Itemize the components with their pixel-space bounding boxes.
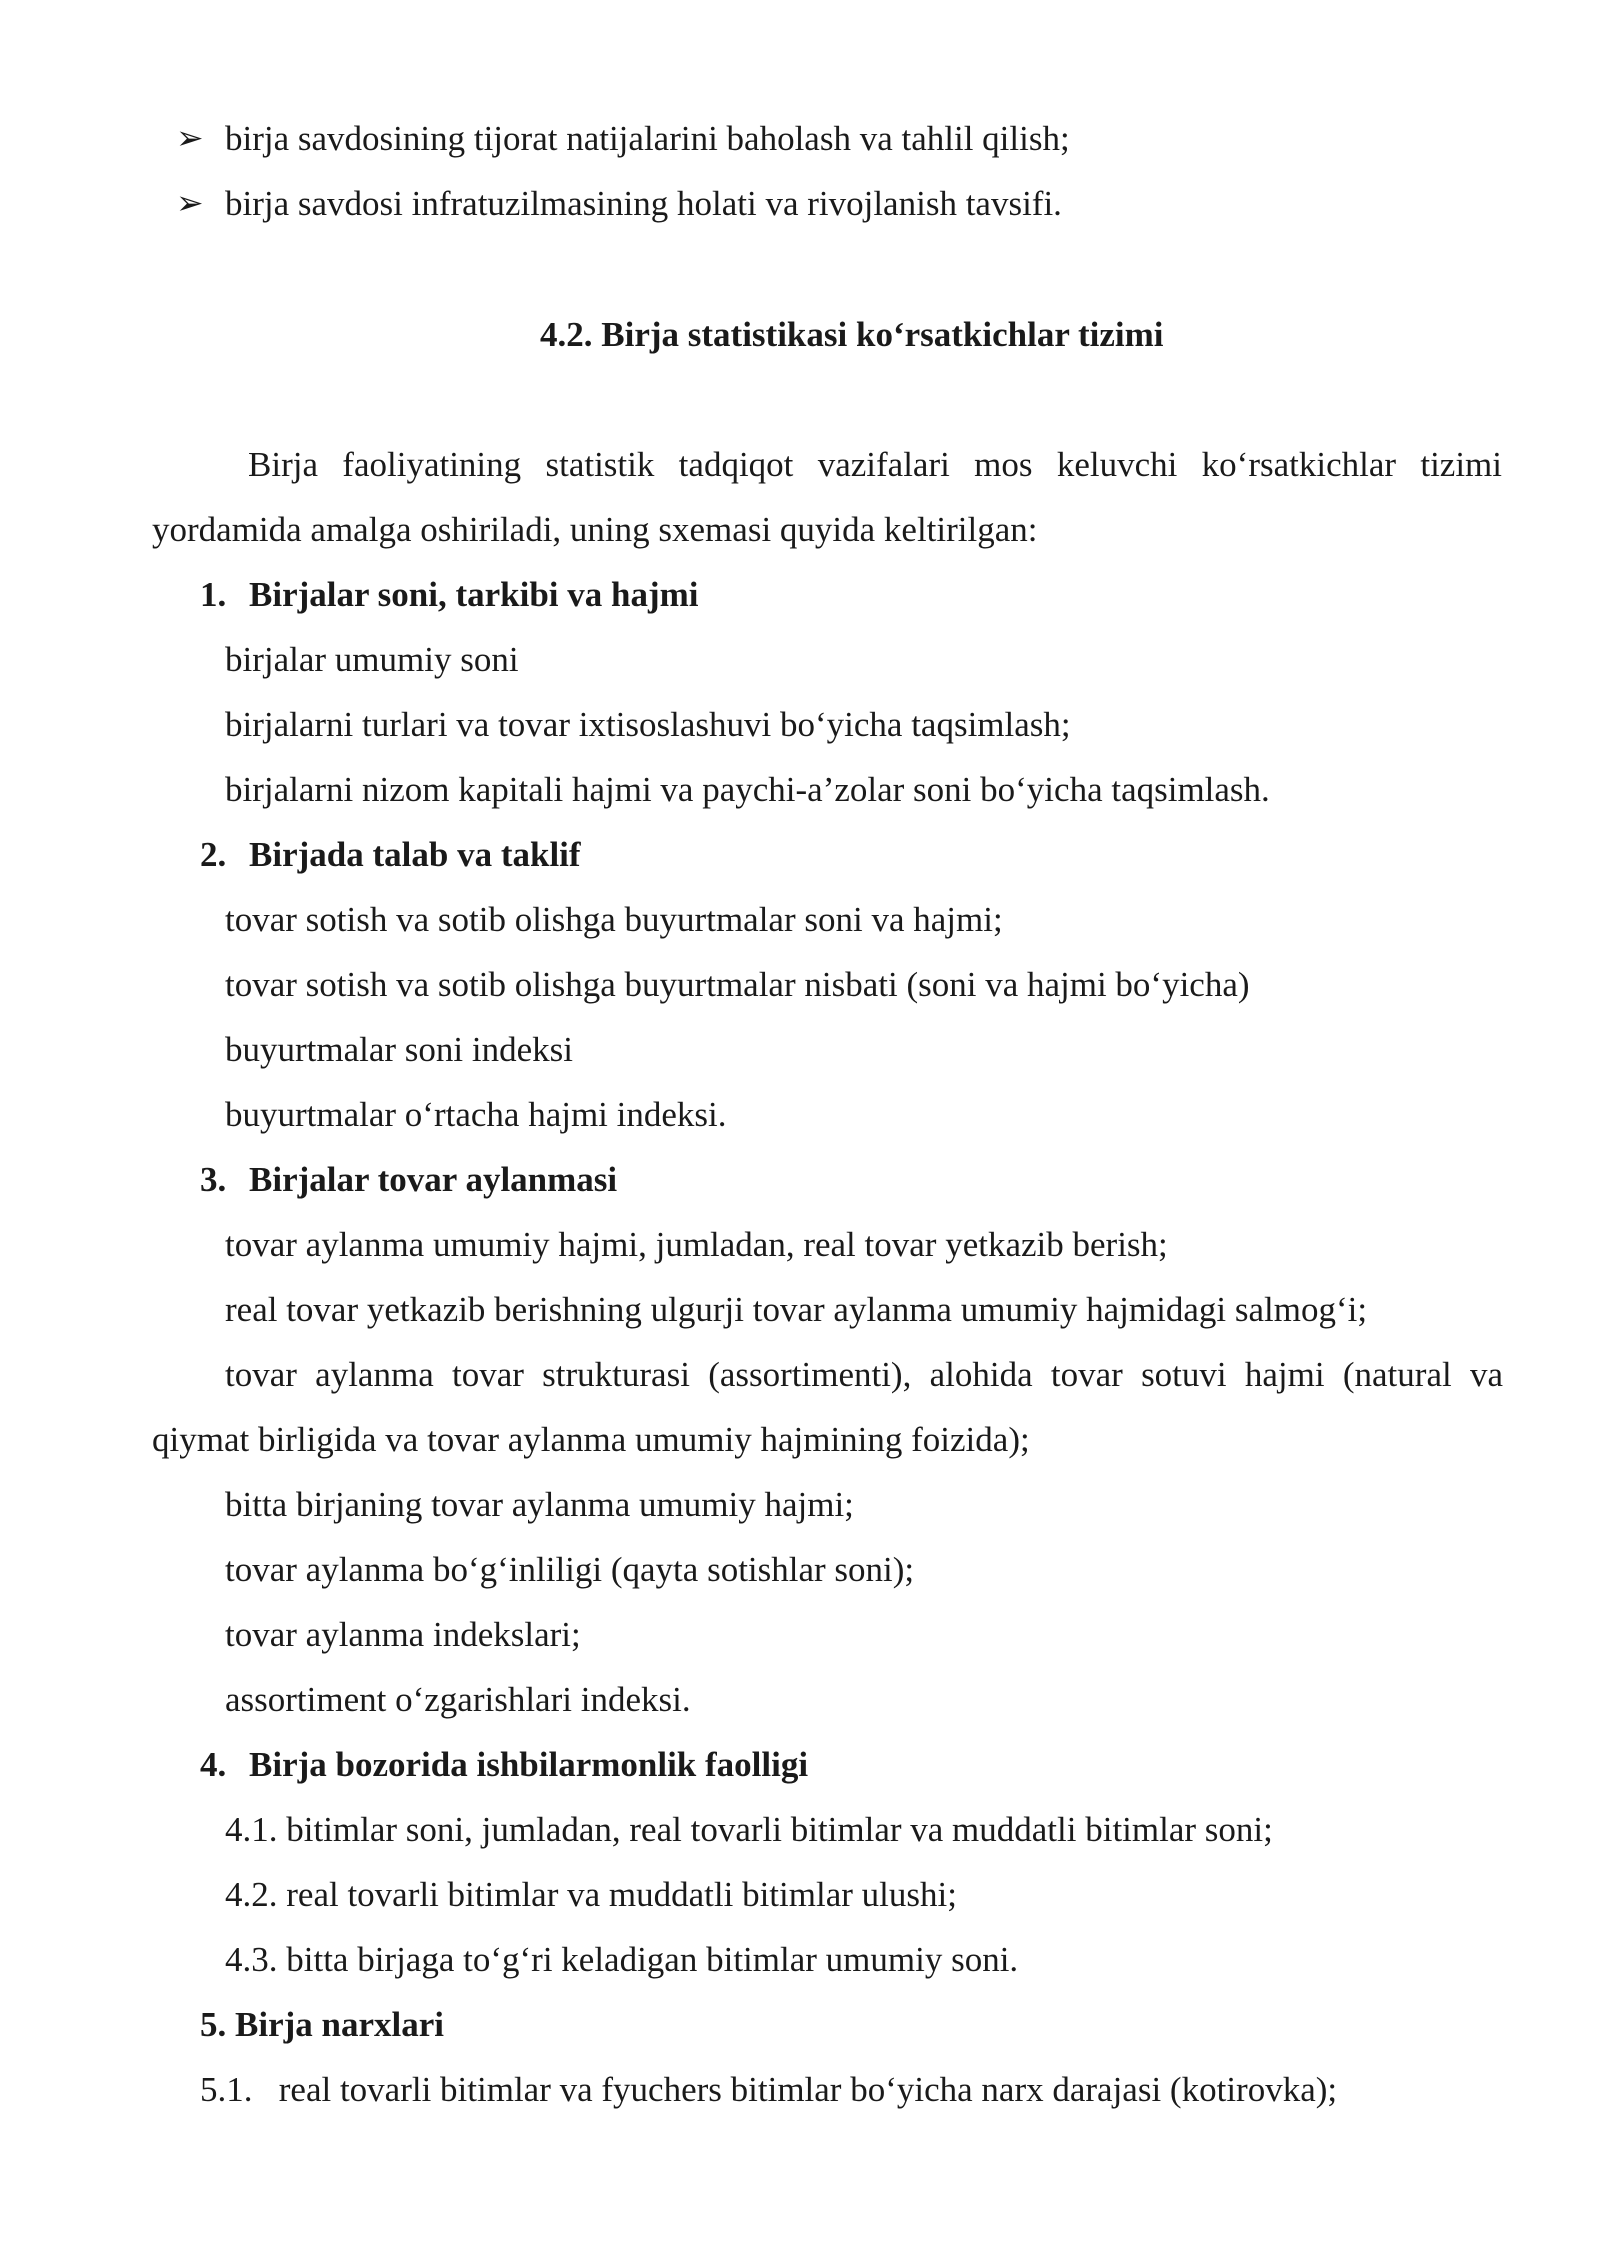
list-item: birjalarni nizom kapitali hajmi va paychi-a’zolar soni bo‘yicha taqsimlash. <box>225 770 1270 809</box>
list-heading <box>200 573 699 617</box>
list-item: 4.2. real tovarli bitimlar va muddatli bitimlar ulushi; <box>225 1875 957 1914</box>
list-number: 2. <box>200 835 227 874</box>
list-title: Birjada talab va taklif <box>249 835 581 874</box>
bullet-arrow-icon: ➢ <box>176 186 204 222</box>
intro-line-2: yordamida amalga oshiriladi, uning sxemasi quyida keltirilgan: <box>152 510 1038 549</box>
list-item: 4.3. bitta birjaga to‘g‘ri keladigan bitimlar umumiy soni. <box>225 1940 1019 1979</box>
list-item: assortiment o‘zgarishlari indeksi. <box>225 1680 691 1719</box>
list-item: buyurtmalar o‘rtacha hajmi indeksi. <box>225 1095 727 1134</box>
list-heading <box>200 1743 808 1787</box>
list-item <box>200 2068 1337 2112</box>
list-item: bitta birjaning tovar aylanma umumiy hajmi; <box>225 1485 854 1524</box>
list-number: 4. <box>200 1745 227 1784</box>
bullet-item: birja savdosining tijorat natijalarini baholash va tahlil qilish; <box>225 119 1070 158</box>
list-heading <box>200 1158 617 1202</box>
list-number: 5. <box>200 2005 227 2044</box>
list-item-continuation: qiymat birligida va tovar aylanma umumiy hajmining foizida); <box>152 1420 1030 1459</box>
list-item: real tovar yetkazib berishning ulgurji tovar aylanma umumiy hajmidagi salmog‘i; <box>225 1290 1368 1329</box>
list-title: Birjalar tovar aylanmasi <box>249 1160 618 1199</box>
list-title: Birja bozorida ishbilarmonlik faolligi <box>249 1745 809 1784</box>
intro-line-1: Birja faoliyatining statistik tadqiqot vazifalari mos keluvchi ko‘rsatkichlar tizimi <box>248 445 1502 484</box>
bullet-arrow-icon: ➢ <box>176 121 204 157</box>
list-item: birjalar umumiy soni <box>225 640 519 679</box>
list-title: Birja narxlari <box>235 2005 444 2044</box>
list-item: tovar aylanma tovar strukturasi (assortimenti), alohida tovar sotuvi hajmi (natural va <box>225 1355 1503 1394</box>
list-title: Birjalar soni, tarkibi va hajmi <box>249 575 699 614</box>
list-item: tovar sotish va sotib olishga buyurtmalar nisbati (soni va hajmi bo‘yicha) <box>225 965 1250 1004</box>
list-number: 1. <box>200 575 227 614</box>
list-number: 3. <box>200 1160 227 1199</box>
list-item: tovar aylanma umumiy hajmi, jumladan, real tovar yetkazib berish; <box>225 1225 1168 1264</box>
sub-number: 5.1. <box>200 2070 253 2109</box>
list-heading <box>200 2003 444 2047</box>
section-heading: 4.2. Birja statistikasi ko‘rsatkichlar tizimi <box>540 315 1164 354</box>
list-item: birjalarni turlari va tovar ixtisoslashuvi bo‘yicha taqsimlash; <box>225 705 1071 744</box>
list-item: 4.1. bitimlar soni, jumladan, real tovarli bitimlar va muddatli bitimlar soni; <box>225 1810 1273 1849</box>
list-item: tovar aylanma bo‘g‘inliligi (qayta sotishlar soni); <box>225 1550 915 1589</box>
list-item: tovar aylanma indekslari; <box>225 1615 581 1654</box>
list-item-text: real tovarli bitimlar va fyuchers bitimlar bo‘yicha narx darajasi (kotirovka); <box>278 2070 1338 2109</box>
list-heading <box>200 833 581 877</box>
list-item: buyurtmalar soni indeksi <box>225 1030 574 1069</box>
bullet-item: birja savdosi infratuzilmasining holati va rivojlanish tavsifi. <box>225 184 1062 223</box>
list-item: tovar sotish va sotib olishga buyurtmalar soni va hajmi; <box>225 900 1003 939</box>
